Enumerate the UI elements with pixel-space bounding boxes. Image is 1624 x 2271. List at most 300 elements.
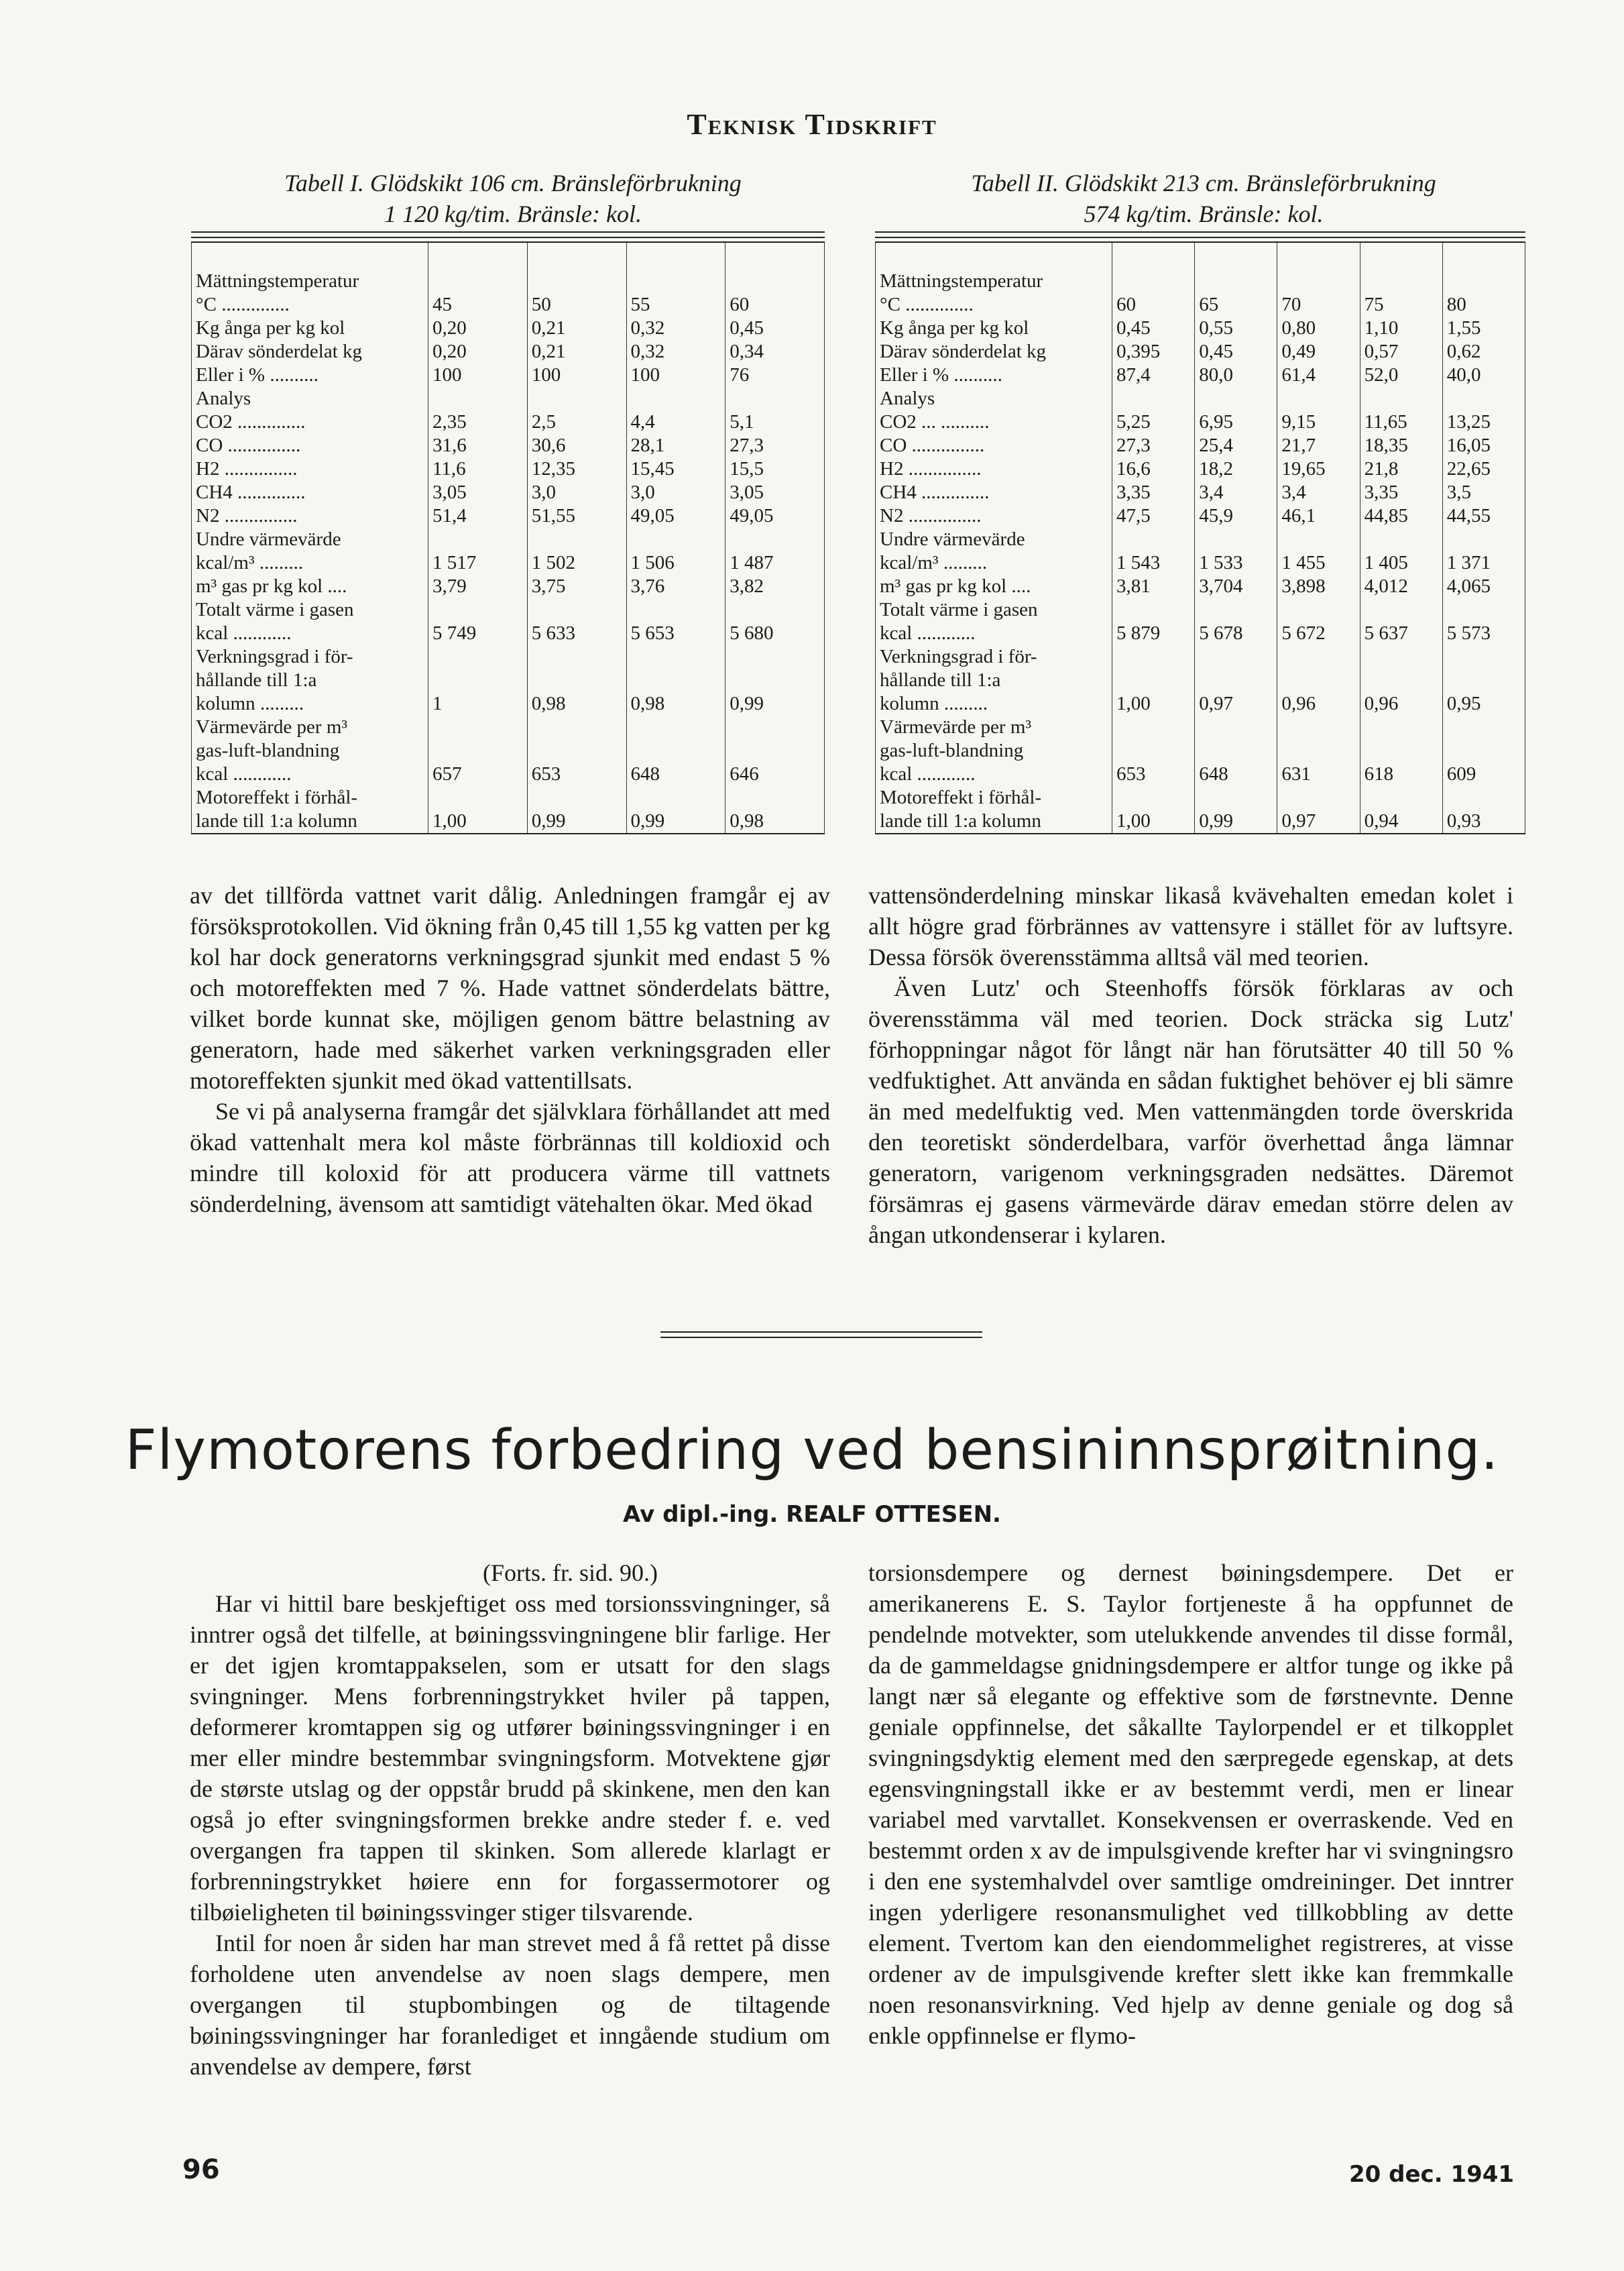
table-cell (1112, 669, 1195, 692)
table-cell: 21,7 (1277, 434, 1360, 457)
row-label: Verkningsgrad i för- (876, 645, 1112, 669)
table-row (192, 739, 825, 763)
table-cell: 0,96 (1277, 692, 1360, 716)
table-cell: 30,6 (527, 434, 626, 457)
table-cell (1360, 645, 1442, 669)
table-cell: 1 487 (726, 551, 825, 575)
table-cell (1277, 669, 1360, 692)
table-row (876, 364, 1525, 387)
table-cell (1360, 669, 1442, 692)
table-cell (1277, 242, 1360, 293)
paragraph: Även Lutz' och Steenhoffs försök förklaras av och överensstämma väl med teorien. Dock sträcka sig Lutz' förhoppningar något för långt när han förutsätter 40 till 50 % vedfuktighet. Att använda en sådan fuktighet behöver ej bli sämre än med medelfuktig ved. Men vattenmängden torde överskrida den teoretiskt sönderdelbara, varför överhettad ånga lämnar generatorn, varigenom verkningsgraden nedsättes. Däremot försämras ej gasens värmevärde därav emedan större delen av ångan utkondenserar i kylaren. (868, 975, 1513, 1248)
table-cell: 9,15 (1277, 410, 1360, 434)
table-cell (626, 645, 726, 669)
table-cell: 0,98 (626, 692, 726, 716)
table-cell (726, 786, 825, 810)
paragraph: Intil for noen år siden har man strevet med å få rettet på disse forholdene uten anvendelse av noen slags dempere, men overgangen til stupbombingen og de tiltagende bøiningssvingninger har foranlediget et inngående studium om anvendelse av dempere, først (190, 1930, 830, 2080)
row-label: H2 ............... (876, 457, 1112, 481)
table-row (876, 410, 1525, 434)
table-cell: 16,05 (1442, 434, 1525, 457)
table-cell: 0,99 (527, 810, 626, 834)
table-cell: 5 879 (1112, 622, 1195, 645)
table-cell: 16,6 (1112, 457, 1195, 481)
table-cell (1112, 716, 1195, 739)
article-author: Av dipl.-ing. REALF OTTESEN. (623, 1501, 1001, 1528)
row-label: Mättningstemperatur (192, 242, 428, 293)
table2-caption-line2: 574 kg/tim. Bränsle: kol. (1084, 201, 1324, 227)
table-cell (428, 716, 528, 739)
row-label: CH4 .............. (192, 481, 428, 504)
row-label: Undre värmevärde (192, 528, 428, 551)
table-cell: 0,55 (1195, 317, 1277, 340)
table-cell (428, 528, 528, 551)
table-cell (1195, 242, 1277, 293)
table-cell: 3,35 (1112, 481, 1195, 504)
table-cell: 0,57 (1360, 340, 1442, 364)
table-row (192, 622, 825, 645)
table-cell: 1,00 (1112, 810, 1195, 834)
table-cell (1195, 786, 1277, 810)
table-row (192, 481, 825, 504)
row-label: Analys (192, 387, 428, 410)
row-label: Värmevärde per m³ (876, 716, 1112, 739)
row-label: hållande till 1:a (192, 669, 428, 692)
table-cell: 80 (1442, 293, 1525, 317)
table-cell: 0,98 (726, 810, 825, 834)
table-cell: 3,79 (428, 575, 528, 598)
table-cell: 27,3 (1112, 434, 1195, 457)
table-cell: 3,4 (1195, 481, 1277, 504)
table-cell: 609 (1442, 763, 1525, 786)
table-cell: 45 (428, 293, 528, 317)
table-cell: 646 (726, 763, 825, 786)
table-cell: 5 653 (626, 622, 726, 645)
table-cell (527, 716, 626, 739)
table-cell: 0,97 (1195, 692, 1277, 716)
table-cell (1277, 598, 1360, 622)
table-row (876, 293, 1525, 317)
table-cell (726, 387, 825, 410)
table-cell: 5 573 (1442, 622, 1525, 645)
row-label: lande till 1:a kolumn (192, 810, 428, 834)
table-cell (1442, 528, 1525, 551)
table-cell: 0,32 (626, 340, 726, 364)
table-cell: 1 455 (1277, 551, 1360, 575)
table-cell (726, 528, 825, 551)
table-cell: 44,85 (1360, 504, 1442, 528)
table-cell: 4,065 (1442, 575, 1525, 598)
row-label: Verkningsgrad i för- (192, 645, 428, 669)
row-label: N2 ............... (192, 504, 428, 528)
row-label: Undre värmevärde (876, 528, 1112, 551)
table-cell (726, 645, 825, 669)
table-cell: 13,25 (1442, 410, 1525, 434)
table-cell (1442, 786, 1525, 810)
table-cell (428, 669, 528, 692)
table-cell: 0,99 (726, 692, 825, 716)
table-cell: 0,21 (527, 317, 626, 340)
table-cell: 40,0 (1442, 364, 1525, 387)
table-row (876, 317, 1525, 340)
table-cell: 0,97 (1277, 810, 1360, 834)
paragraph: Har vi hittil bare beskjeftiget oss med torsionssvingninger, så inntrer også det tilfelle, at bøiningssvingningene blir farlige. Her er det igjen kromtappakselen, som er utsatt for den slags svingninger. Mens forbrenningstrykket hviler på tappen, deformerer kromtappen sig og utfører bøiningssvingninger i en mer eller mindre bestemmbar svingningsform. Motvektene gjør de største utslag og der oppstår brudd på skinkene, men den kan også jo efter svingningsformen brekke andre steder f. e. ved overgangen fra tappen til skinken. Som allerede klarlagt er forbrenningstrykket høiere enn for forgassermotorer og tilbøieligheten til bøiningssvinger stiger tilsvarende. (190, 1590, 830, 1926)
table-row (876, 575, 1525, 598)
row-label: CO ............... (192, 434, 428, 457)
table-cell: 0,49 (1277, 340, 1360, 364)
row-label: hållande till 1:a (876, 669, 1112, 692)
table-row (192, 364, 825, 387)
row-label: CO2 .............. (192, 410, 428, 434)
table-row (192, 716, 825, 739)
table-cell: 3,35 (1360, 481, 1442, 504)
table-cell: 657 (428, 763, 528, 786)
table-row (192, 317, 825, 340)
table-cell (626, 387, 726, 410)
table-cell: 25,4 (1195, 434, 1277, 457)
table-row (192, 551, 825, 575)
table-row (192, 669, 825, 692)
table-row (876, 242, 1525, 293)
table-cell: 100 (527, 364, 626, 387)
table-cell: 0,99 (626, 810, 726, 834)
table-cell (527, 598, 626, 622)
table-row (192, 410, 825, 434)
table-cell: 1 405 (1360, 551, 1442, 575)
article-left-column (190, 1557, 830, 2082)
table-cell: 6,95 (1195, 410, 1277, 434)
table-cell (1360, 528, 1442, 551)
table-cell (1195, 645, 1277, 669)
table-cell: 0,34 (726, 340, 825, 364)
table-cell: 0,62 (1442, 340, 1525, 364)
table-cell (428, 242, 528, 293)
table-cell: 22,65 (1442, 457, 1525, 481)
table-row (876, 669, 1525, 692)
row-label: kcal ............ (876, 763, 1112, 786)
row-label: m³ gas pr kg kol .... (876, 575, 1112, 598)
row-label: kolumn ......... (192, 692, 428, 716)
table-cell (726, 242, 825, 293)
table-cell: 648 (1195, 763, 1277, 786)
table-cell (1277, 387, 1360, 410)
section-divider (660, 1331, 982, 1338)
table-cell: 100 (428, 364, 528, 387)
table-cell: 0,98 (527, 692, 626, 716)
row-label: Eller i % .......... (876, 364, 1112, 387)
table1-top-rule (191, 231, 825, 238)
table-row (876, 387, 1525, 410)
table-cell (428, 387, 528, 410)
table-cell (527, 645, 626, 669)
table2 (875, 241, 1525, 834)
table-cell (626, 669, 726, 692)
table-cell: 0,21 (527, 340, 626, 364)
table-cell (1112, 598, 1195, 622)
table-cell (428, 598, 528, 622)
table-cell: 49,05 (626, 504, 726, 528)
table-cell: 11,65 (1360, 410, 1442, 434)
row-label: kcal/m³ ......... (192, 551, 428, 575)
journal-header: Teknisk Tidskrift (687, 108, 937, 141)
table-cell: 0,95 (1442, 692, 1525, 716)
table-cell: 0,99 (1195, 810, 1277, 834)
table-cell (527, 528, 626, 551)
table-cell: 44,55 (1442, 504, 1525, 528)
table-cell: 1,00 (428, 810, 528, 834)
paragraph: torsionsdempere og dernest bøiningsdempere. Det er amerikanerens E. S. Taylor fortjeneste å ha oppfunnet de pendelnde motvekter, som utelukkende anvendes til disse formål, da de gammeldagse gnidningsdempere er altfor tunge og ikke på langt nær så elegante og effektive som de førstnevnte. Denne geniale oppfinnelse, det såkallte Taylorpendel er et tilkopplet svingningsdyktig element med den særpregede egenskap, at dets egensvingningstall ikke er av bestemmt verdi, men er linear variabel med varvtallet. Konsekvensen er overraskende. Ved en bestemmt orden x av de impulsgivende krefter har vi svingningsro i den ene systemhalvdel over samtlige omdreininger. Det inntrer ingen yderligere resonansmulighet ved tillkobbling av dette element. Tvertom kan den eiendommelighet registreres, at visse ordener av de impulsgivende krefter slett ikke kan fremmkalle noen resonansvirkning. Ved hjelp av denne geniale og dog så enkle oppfinnelse er flymo- (868, 1559, 1513, 2049)
table-cell: 5,25 (1112, 410, 1195, 434)
table-cell (1112, 242, 1195, 293)
table-row (876, 457, 1525, 481)
table-row (192, 598, 825, 622)
row-label: gas-luft-blandning (876, 739, 1112, 763)
row-label: kcal ............ (876, 622, 1112, 645)
table-cell (1195, 669, 1277, 692)
table-cell: 18,2 (1195, 457, 1277, 481)
row-label: Kg ånga per kg kol (192, 317, 428, 340)
table-cell: 1 533 (1195, 551, 1277, 575)
table-cell (1442, 387, 1525, 410)
row-label: kcal ............ (192, 763, 428, 786)
table-cell: 5 633 (527, 622, 626, 645)
table-cell: 0,45 (1112, 317, 1195, 340)
row-label: Därav sönderdelat kg (876, 340, 1112, 364)
table-cell: 60 (726, 293, 825, 317)
table-cell (626, 786, 726, 810)
table-cell (726, 669, 825, 692)
row-label: Eller i % .......... (192, 364, 428, 387)
table-cell: 27,3 (726, 434, 825, 457)
table-cell (1277, 786, 1360, 810)
article-title: Flymotorens forbedring ved bensininnsprøitning. (125, 1419, 1499, 1482)
row-label: H2 ............... (192, 457, 428, 481)
row-label: m³ gas pr kg kol .... (192, 575, 428, 598)
row-label: Värmevärde per m³ (192, 716, 428, 739)
table-cell (1360, 242, 1442, 293)
table-row (876, 504, 1525, 528)
table-row (876, 716, 1525, 739)
table-cell (1112, 387, 1195, 410)
table-cell: 0,395 (1112, 340, 1195, 364)
table-cell: 1,10 (1360, 317, 1442, 340)
table-row (192, 457, 825, 481)
table-cell (1360, 739, 1442, 763)
article-right-column (868, 1557, 1513, 2051)
table-cell (626, 528, 726, 551)
table-cell: 70 (1277, 293, 1360, 317)
upper-right-column (868, 880, 1513, 1250)
table-cell (726, 598, 825, 622)
table-row (876, 340, 1525, 364)
table-cell (1442, 242, 1525, 293)
table-cell: 0,20 (428, 317, 528, 340)
row-label: lande till 1:a kolumn (876, 810, 1112, 834)
table-row (876, 786, 1525, 810)
table1 (191, 241, 825, 834)
row-label: Mättningstemperatur (876, 242, 1112, 293)
table-cell (626, 739, 726, 763)
row-label: °C .............. (876, 293, 1112, 317)
table-cell: 52,0 (1360, 364, 1442, 387)
table-cell: 648 (626, 763, 726, 786)
table-cell (1112, 786, 1195, 810)
table-cell: 0,96 (1360, 692, 1442, 716)
table-cell (1112, 739, 1195, 763)
table-cell: 0,45 (726, 317, 825, 340)
table-cell: 3,4 (1277, 481, 1360, 504)
table-cell: 12,35 (527, 457, 626, 481)
table-cell: 5,1 (726, 410, 825, 434)
table-cell (1277, 645, 1360, 669)
row-label: Motoreffekt i förhål- (876, 786, 1112, 810)
row-label: Analys (876, 387, 1112, 410)
table-cell (1195, 528, 1277, 551)
table-row (192, 340, 825, 364)
table-row (192, 528, 825, 551)
table-cell (1360, 598, 1442, 622)
table-cell (626, 242, 726, 293)
table-row (192, 387, 825, 410)
table-cell: 47,5 (1112, 504, 1195, 528)
continued-note: (Forts. fr. sid. 90.) (483, 1559, 658, 1586)
table-cell (726, 716, 825, 739)
table-row (876, 551, 1525, 575)
table-cell: 51,55 (527, 504, 626, 528)
table-cell: 80,0 (1195, 364, 1277, 387)
row-label: gas-luft-blandning (192, 739, 428, 763)
table-cell (1277, 739, 1360, 763)
table-cell: 3,704 (1195, 575, 1277, 598)
table-cell (1112, 645, 1195, 669)
table-cell (1195, 739, 1277, 763)
row-label: kcal ............ (192, 622, 428, 645)
table-cell (1195, 598, 1277, 622)
table-cell (428, 786, 528, 810)
row-label: kcal/m³ ......... (876, 551, 1112, 575)
table-row (192, 293, 825, 317)
table-cell: 3,81 (1112, 575, 1195, 598)
row-label: CO ............... (876, 434, 1112, 457)
table1-caption (174, 168, 852, 229)
row-label: Kg ånga per kg kol (876, 317, 1112, 340)
table-cell (527, 739, 626, 763)
table-cell (626, 716, 726, 739)
table-row (192, 575, 825, 598)
table-cell: 15,5 (726, 457, 825, 481)
paragraph: Se vi på analyserna framgår det självklara förhållandet att med ökad vattenhalt mera kol måste förbrännas till koldioxid och mindre till koloxid för att producera värme till vattnets sönderdelning, ävensom att samtidigt vätehalten ökar. Med ökad (190, 1098, 830, 1217)
table-cell (1195, 387, 1277, 410)
table-cell (1442, 645, 1525, 669)
table-cell: 28,1 (626, 434, 726, 457)
table-cell: 1,00 (1112, 692, 1195, 716)
table-cell: 3,75 (527, 575, 626, 598)
row-label: kolumn ......... (876, 692, 1112, 716)
table-row (192, 810, 825, 834)
table-row (876, 763, 1525, 786)
table-cell: 31,6 (428, 434, 528, 457)
paragraph: vattensönderdelning minskar likaså kvävehalten emedan kolet i allt högre grad förbrännes av vattensyre i stället för av luftsyre. Dessa försök överensstämma alltså väl med teorien. (868, 882, 1513, 971)
table-row (192, 434, 825, 457)
table-cell: 65 (1195, 293, 1277, 317)
table-cell: 653 (1112, 763, 1195, 786)
table-cell (1277, 716, 1360, 739)
table-cell: 75 (1360, 293, 1442, 317)
table-cell (1360, 786, 1442, 810)
table-cell: 631 (1277, 763, 1360, 786)
table-cell: 1 543 (1112, 551, 1195, 575)
table-cell: 3,898 (1277, 575, 1360, 598)
row-label: CH4 .............. (876, 481, 1112, 504)
table-cell: 49,05 (726, 504, 825, 528)
table-cell: 5 672 (1277, 622, 1360, 645)
table-cell: 0,45 (1195, 340, 1277, 364)
table-row (876, 622, 1525, 645)
table-cell: 0,20 (428, 340, 528, 364)
table-cell: 55 (626, 293, 726, 317)
table-cell (428, 739, 528, 763)
table-cell: 653 (527, 763, 626, 786)
row-label: Totalt värme i gasen (876, 598, 1112, 622)
table-cell (1442, 669, 1525, 692)
table-row (192, 504, 825, 528)
table-cell: 618 (1360, 763, 1442, 786)
table2-caption-line1: Tabell II. Glödskikt 213 cm. Bränsleförbrukning (971, 170, 1436, 197)
table-cell: 45,9 (1195, 504, 1277, 528)
table-row (876, 481, 1525, 504)
table-cell: 3,5 (1442, 481, 1525, 504)
table-cell: 5 637 (1360, 622, 1442, 645)
table-row (192, 692, 825, 716)
table-cell: 5 680 (726, 622, 825, 645)
table-cell (1195, 716, 1277, 739)
table-cell: 60 (1112, 293, 1195, 317)
table2-caption (865, 168, 1542, 229)
table-cell (428, 645, 528, 669)
table-row (192, 763, 825, 786)
table-row (876, 692, 1525, 716)
page-number: 96 (182, 2154, 220, 2185)
table-cell (527, 387, 626, 410)
table-cell (1360, 716, 1442, 739)
table1-caption-line1: Tabell I. Glödskikt 106 cm. Bränsleförbrukning (284, 170, 742, 197)
table-cell (1277, 528, 1360, 551)
table-cell: 0,94 (1360, 810, 1442, 834)
table-cell: 0,93 (1442, 810, 1525, 834)
table-cell: 51,4 (428, 504, 528, 528)
table-row (876, 645, 1525, 669)
table-cell: 21,8 (1360, 457, 1442, 481)
table-row (876, 810, 1525, 834)
table-cell: 5 678 (1195, 622, 1277, 645)
table-cell: 3,76 (626, 575, 726, 598)
table-cell: 1 517 (428, 551, 528, 575)
table-cell: 15,45 (626, 457, 726, 481)
table-cell: 4,4 (626, 410, 726, 434)
row-label: CO2 ... .......... (876, 410, 1112, 434)
table-row (876, 739, 1525, 763)
upper-left-column (190, 880, 830, 1219)
table-cell (1112, 528, 1195, 551)
table-cell: 2,5 (527, 410, 626, 434)
table-cell (527, 669, 626, 692)
table-cell: 100 (626, 364, 726, 387)
table-row (192, 786, 825, 810)
row-label: Motoreffekt i förhål- (192, 786, 428, 810)
table-cell: 1 (428, 692, 528, 716)
row-label: Totalt värme i gasen (192, 598, 428, 622)
table-cell: 61,4 (1277, 364, 1360, 387)
table-cell: 3,05 (726, 481, 825, 504)
